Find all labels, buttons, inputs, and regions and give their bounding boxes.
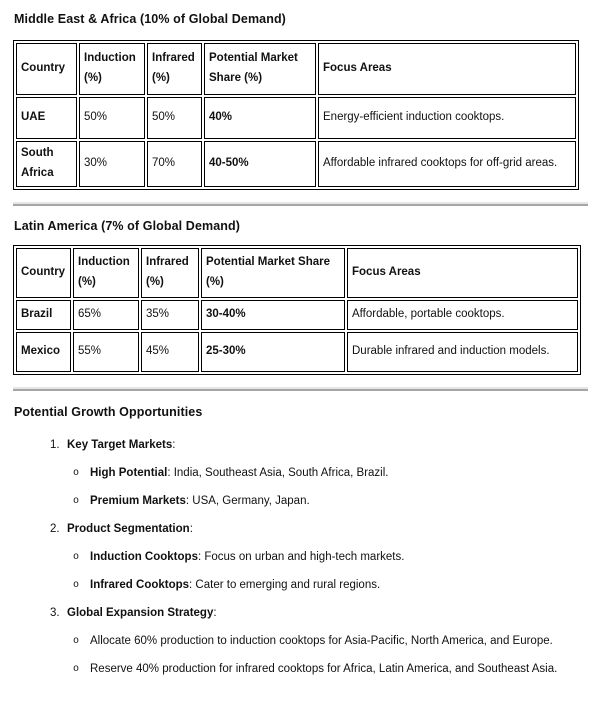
bullet-marker: o [73, 468, 80, 479]
section-divider [13, 202, 588, 206]
sub-item-reserve-production [13, 659, 588, 680]
table-row [16, 332, 578, 372]
growth-heading: Potential Growth Opportunities [14, 405, 203, 419]
sub-item-text: Reserve 40% production for infrared cooktops for Africa, Latin America, and Southeast Asia. [90, 663, 558, 675]
section-heading-latin-america: Latin America (7% of Global Demand) [14, 219, 240, 233]
column-header-focus: Focus Areas [347, 248, 578, 298]
sub-item-premium-markets [13, 491, 588, 512]
column-header-induction: Induction (%) [79, 43, 145, 95]
sub-item-text: Allocate 60% production to induction cooktops for Asia-Pacific, North America, and Europe. [90, 635, 553, 647]
list-item-label: Product Segmentation: [67, 523, 193, 535]
table-row [16, 300, 578, 330]
sub-item-text: Induction Cooktops: Focus on urban and high-tech markets. [90, 551, 405, 563]
sub-item-text: Premium Markets: USA, Germany, Japan. [90, 495, 310, 507]
bullet-marker: o [73, 664, 80, 675]
list-number: 2. [50, 523, 60, 535]
cell-share: 40% [204, 97, 316, 139]
cell-country: South Africa [16, 141, 77, 187]
cell-infrared: 35% [141, 300, 199, 330]
bullet-marker: o [73, 636, 80, 647]
cell-share: 30-40% [201, 300, 345, 330]
sub-item-induction-cooktops [13, 547, 588, 568]
cell-focus: Affordable, portable cooktops. [347, 300, 578, 330]
cell-infrared: 45% [141, 332, 199, 372]
column-header-country: Country [16, 43, 77, 95]
section-heading-middle-east-africa: Middle East & Africa (10% of Global Demand) [14, 12, 286, 26]
cell-focus: Affordable infrared cooktops for off-grid areas. [318, 141, 576, 187]
cell-focus: Durable infrared and induction models. [347, 332, 578, 372]
bullet-marker: o [73, 580, 80, 591]
table-row [16, 141, 576, 187]
list-item-key-target-markets [13, 435, 588, 456]
cell-share: 40-50% [204, 141, 316, 187]
bullet-marker: o [73, 552, 80, 563]
sub-item-allocate-production [13, 631, 588, 652]
cell-country: Brazil [16, 300, 71, 330]
section-divider [13, 387, 588, 391]
cell-focus: Energy-efficient induction cooktops. [318, 97, 576, 139]
column-header-focus: Focus Areas [318, 43, 576, 95]
growth-list [13, 435, 588, 680]
sub-item-text: High Potential: India, Southeast Asia, South Africa, Brazil. [90, 467, 389, 479]
table-header-row [16, 248, 578, 298]
list-item-global-expansion [13, 603, 588, 624]
sub-item-high-potential [13, 463, 588, 484]
list-number: 3. [50, 607, 60, 619]
bullet-marker: o [73, 496, 80, 507]
column-header-infrared: Infrared (%) [141, 248, 199, 298]
cell-induction: 50% [79, 97, 145, 139]
list-item-label: Global Expansion Strategy: [67, 607, 217, 619]
column-header-country: Country [16, 248, 71, 298]
cell-induction: 30% [79, 141, 145, 187]
table-header-row [16, 43, 576, 95]
column-header-share: Potential Market Share (%) [201, 248, 345, 298]
column-header-share: Potential Market Share (%) [204, 43, 316, 95]
column-header-induction: Induction (%) [73, 248, 139, 298]
table-row [16, 97, 576, 139]
middle-east-africa-table [13, 40, 579, 190]
cell-country: Mexico [16, 332, 71, 372]
cell-infrared: 70% [147, 141, 202, 187]
cell-infrared: 50% [147, 97, 202, 139]
cell-induction: 55% [73, 332, 139, 372]
list-item-label: Key Target Markets: [67, 439, 176, 451]
sub-item-text: Infrared Cooktops: Cater to emerging and rural regions. [90, 579, 381, 591]
list-item-product-segmentation [13, 519, 588, 540]
sub-item-infrared-cooktops [13, 575, 588, 596]
latin-america-table [13, 245, 581, 375]
list-number: 1. [50, 439, 60, 451]
cell-induction: 65% [73, 300, 139, 330]
column-header-infrared: Infrared (%) [147, 43, 202, 95]
cell-share: 25-30% [201, 332, 345, 372]
cell-country: UAE [16, 97, 77, 139]
